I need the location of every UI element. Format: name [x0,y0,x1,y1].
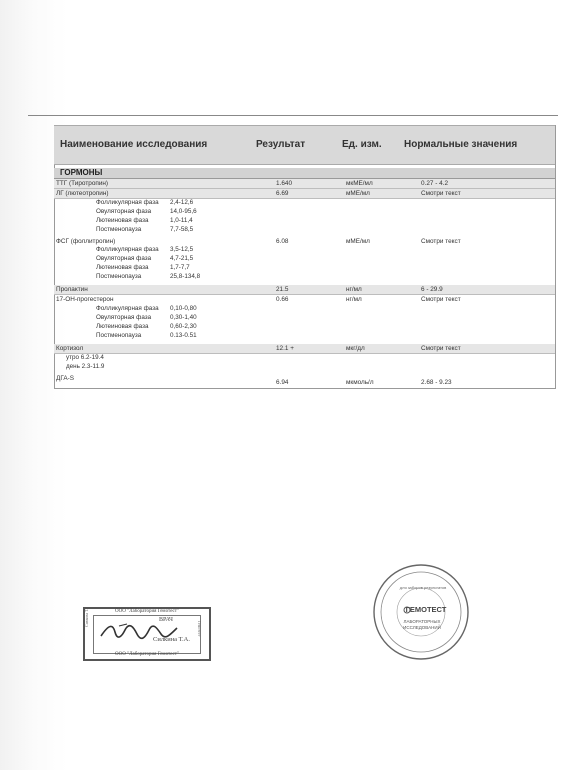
row-ref: 2.68 - 9.23 [421,379,452,386]
row-unit: мМЕ/мл [346,238,370,245]
row-name: ТТГ (Тиротропин) [56,180,109,187]
row-ref: Смотри текст [421,190,461,197]
phase-name: Овуляторная фаза [96,255,152,262]
list-item [96,264,190,271]
phase-range: 25,8-134,8 [170,273,201,280]
top-divider [28,115,558,116]
row-result: 1.640 [276,180,292,187]
list-item [96,208,197,215]
phase-name: Фолликулярная фаза [96,199,159,206]
row-unit: нг/мл [346,286,362,293]
table-header [54,125,555,165]
phase-range: 0,60-2,30 [170,323,197,330]
table-row [54,189,555,199]
row-ref: 6 - 29.9 [421,286,443,293]
phase-range: 2,4-12,6 [170,199,194,206]
row-unit: нг/мл [346,296,362,303]
header-unit: Ед. изм. [342,139,382,150]
row-unit: мМЕ/мл [346,190,370,197]
list-item [96,332,197,339]
row-unit: мкмоль/л [346,379,374,386]
stamp-doctor-name: Силкина Т.А. [153,636,190,643]
table-row [54,237,555,246]
row-ref: Смотри текст [421,238,461,245]
phase-name: Лютеиновая фаза [96,264,149,271]
report-right-border [555,125,556,389]
round-stamp-icon [372,563,470,661]
row-name: ЛГ (лютеотропин) [56,190,109,197]
list-item [66,363,104,370]
doctor-stamp [83,607,211,661]
phase-range: 3,5-12,5 [170,246,194,253]
phase-name: Лютеиновая фаза [96,323,149,330]
header-name: Наименование исследования [60,139,208,150]
phase-name: Овуляторная фаза [96,208,152,215]
row-name: ФСГ (фоллитропин) [56,238,116,245]
table-row [54,285,555,295]
phase-name: день 2.3-11.9 [66,363,105,370]
round-stamp-brand: ГЕМОТЕСТ [405,605,447,614]
row-result: 21.5 [276,286,289,293]
row-unit: мкг/дл [346,345,365,352]
phase-name: Овуляторная фаза [96,314,152,321]
row-ref: Смотри текст [421,296,461,303]
phase-range: 4,7-21,5 [170,255,194,262]
list-item [66,354,104,361]
list-item [96,273,201,280]
header-result: Результат [256,139,306,150]
row-ref: Смотри текст [421,345,461,352]
round-stamp-top: для заборов результатов [399,585,447,590]
row-result: 6.69 [276,190,289,197]
round-stamp-line2: ИССЛЕДОВАНИЙ [403,625,441,630]
stamp-side-left: Сивкова Т. [84,608,89,627]
table-row [54,344,555,354]
phase-name: Постменопауза [96,332,142,339]
phase-name: Лютеиновая фаза [96,217,149,224]
phase-name: Фолликулярная фаза [96,305,159,312]
row-name: Кортизол [56,345,84,352]
table-row [54,374,555,387]
row-name: Пролактин [56,286,88,293]
stamp-org-bottom: ООО "Лаборатория Гемотест" [114,652,179,657]
list-item [96,217,193,224]
list-item [96,305,197,312]
list-item [96,314,197,321]
phase-range: 1,0-11,4 [170,217,193,224]
phase-range: 1,7-7,7 [170,264,190,271]
row-unit: мкМЕ/мл [346,180,373,187]
round-stamp-line1: ЛАБОРАТОРНЫХ [403,619,441,624]
stamp-side-right: Гемотест [197,621,202,637]
phase-name: Постменопауза [96,226,142,233]
phase-range: 14,0-95,6 [170,208,197,215]
phase-range: 0.13-0.51 [170,332,197,339]
list-item [96,323,197,330]
list-item [96,226,194,233]
phase-name: Постменопауза [96,273,142,280]
list-item [96,246,194,253]
phase-range: 0,30-1,40 [170,314,197,321]
row-ref: 0.27 - 4.2 [421,180,449,187]
phase-name: утро 6.2-19.4 [66,354,104,361]
stamp-doctor-title: ВРАЧ [159,617,173,623]
row-name: 17-ОН-прогестерон [56,296,114,303]
table-row [54,295,555,304]
phase-range: 0,10-0,80 [170,305,197,312]
phase-name: Фолликулярная фаза [96,246,159,253]
phase-range: 7,7-58,5 [170,226,194,233]
list-item [96,199,194,206]
group-row [54,168,555,179]
table-row [54,179,555,189]
row-result: 12.1 + [276,345,294,352]
list-item [96,255,194,262]
row-result: 6.94 [276,379,289,386]
stamp-org-top: ООО "Лаборатория Гемотест" [114,609,179,614]
lab-report-table [54,125,555,389]
row-name: ДГА-S [56,375,75,382]
row-result: 6.08 [276,238,289,245]
lab-round-stamp [372,563,470,661]
group-title: ГОРМОНЫ [60,168,103,177]
row-result: 0.66 [276,296,289,303]
header-ref: Нормальные значения [404,139,518,150]
